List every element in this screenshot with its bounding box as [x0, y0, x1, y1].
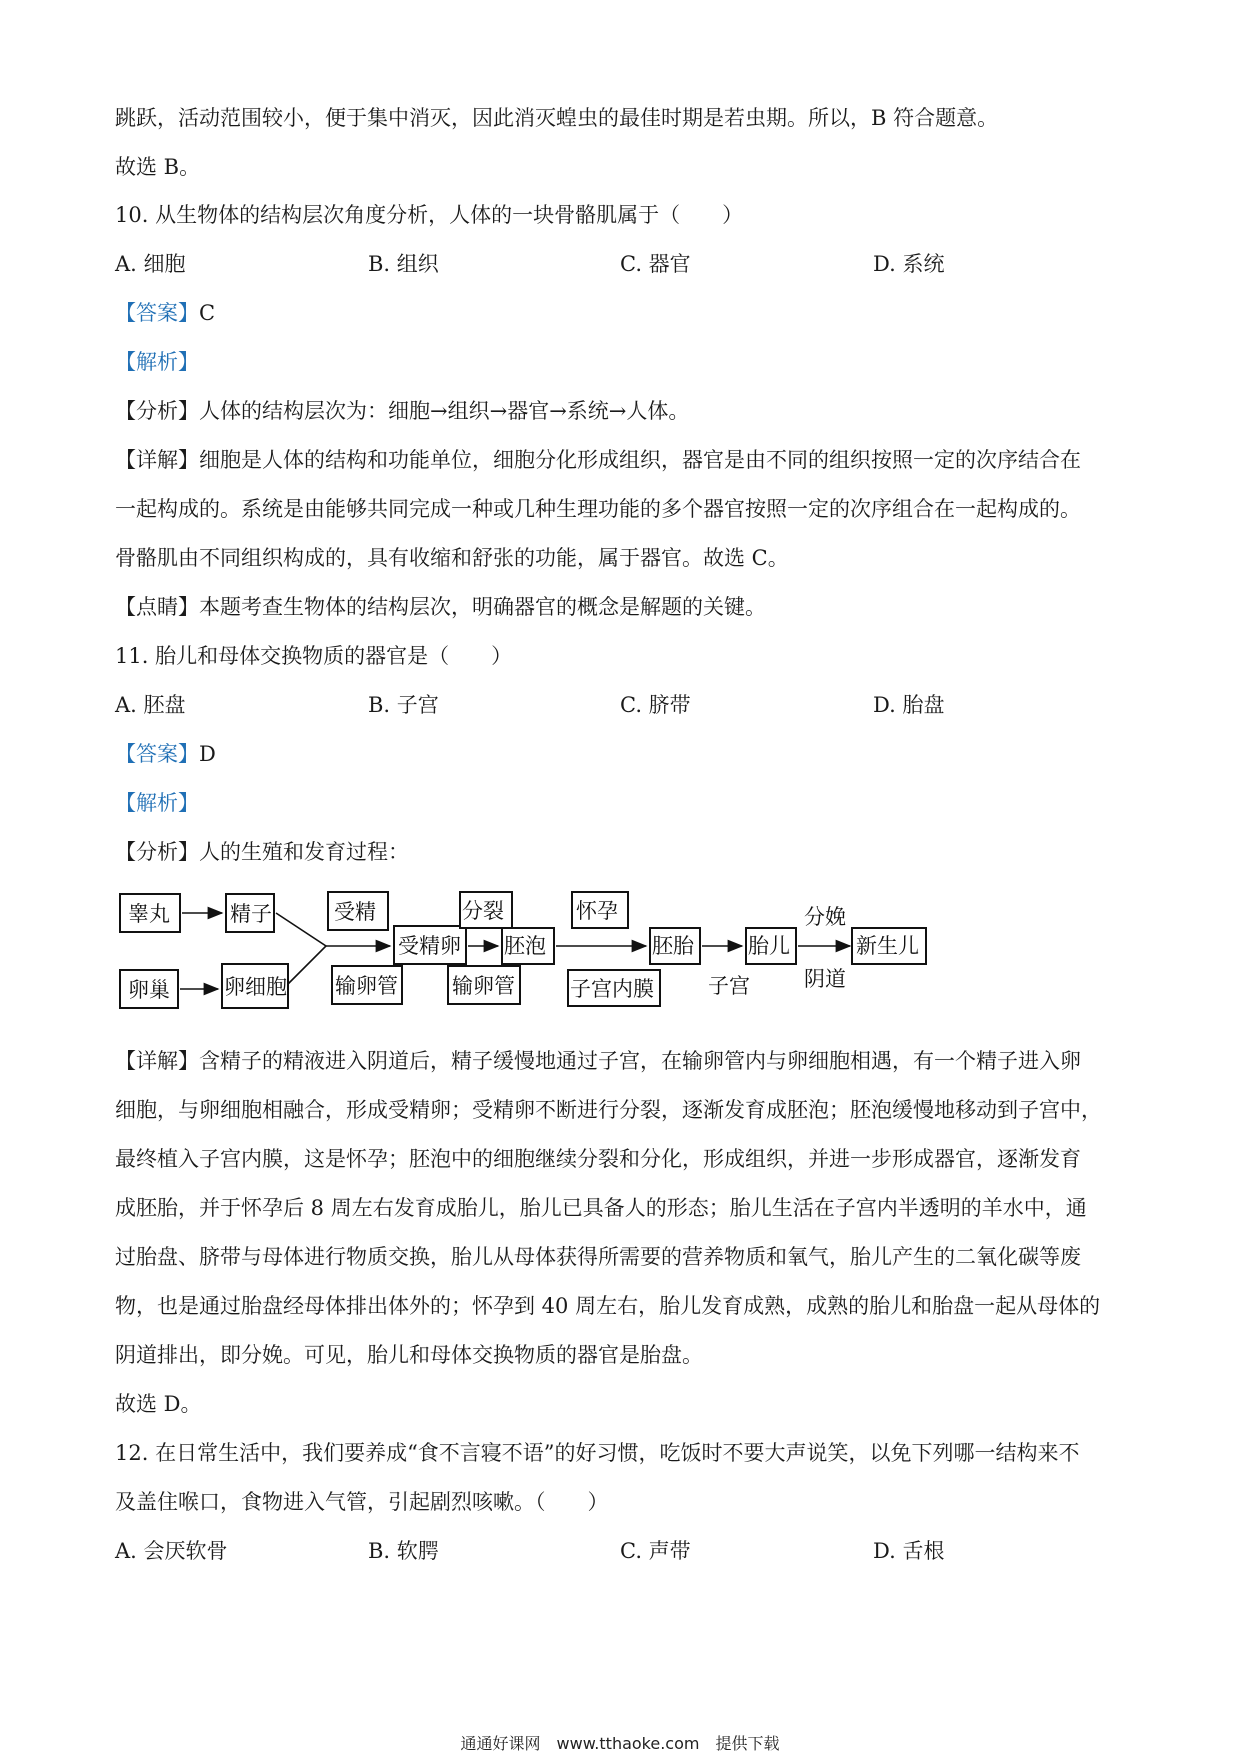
conclusion-line: 故选 D。: [115, 1392, 202, 1416]
question-12-stem: 12. 在日常生活中，我们要养成“食不言寝不语”的好习惯，吃饭时不要大声说笑，以免下列哪一结构来不: [115, 1441, 1080, 1465]
detail-line: 物，也是通过胎盘经母体排出体外的；怀孕到 40 周左右，胎儿发育成熟，成熟的胎儿和胎盘一起从母体的: [115, 1294, 1101, 1318]
option-a: A. 会厌软骨: [115, 1539, 228, 1563]
option-d: D. 舌根: [873, 1539, 945, 1563]
question-11-stem: 11. 胎儿和母体交换物质的器官是（ ）: [115, 644, 513, 668]
option-d: D. 系统: [873, 252, 945, 276]
dianjing-tag: 【点睛】: [115, 595, 199, 619]
comment-line: [115, 592, 766, 622]
dianjing-text: 本题考查生物体的结构层次，明确器官的概念是解题的关键。: [199, 595, 766, 619]
label-sperm: 精子: [230, 902, 272, 926]
label-egg: 卵细胞: [224, 975, 287, 999]
answer-line: [115, 739, 216, 769]
xiangjie-text: 含精子的精液进入阴道后，精子缓慢地通过子宫，在输卵管内与卵细胞相遇，有一个精子进入卵: [199, 1049, 1081, 1073]
label-fertilization: 受精: [334, 900, 376, 924]
label-newborn: 新生儿: [856, 934, 919, 958]
detail-line: 阴道排出，即分娩。可见，胎儿和母体交换物质的器官是胎盘。: [115, 1343, 703, 1367]
answer-tag: 【答案】: [115, 742, 199, 766]
label-zygote: 受精卵: [398, 934, 461, 958]
option-b: B. 子宫: [368, 693, 439, 717]
label-pregnancy: 怀孕: [576, 899, 618, 923]
option-b: B. 组织: [368, 252, 439, 276]
label-uterus: 子宫: [708, 974, 750, 998]
option-c: C. 声带: [620, 1539, 691, 1563]
label-ovary: 卵巢: [128, 978, 170, 1002]
label-delivery: 分娩: [804, 905, 846, 929]
detail-line: 过胎盘、脐带与母体进行物质交换，胎儿从母体获得所需要的营养物质和氧气，胎儿产生的二氧化碳等废: [115, 1245, 1081, 1269]
answer-line: [115, 298, 215, 328]
xiangjie-tag: 【详解】: [115, 448, 199, 472]
paragraph-line: 故选 B。: [115, 155, 201, 179]
option-a: A. 胚盘: [115, 693, 186, 717]
label-blastocyst: 胚泡: [504, 934, 546, 958]
label-oviduct-1: 输卵管: [335, 974, 398, 998]
detail-line: 最终植入子宫内膜，这是怀孕；胚泡中的细胞继续分裂和分化，形成组织，并进一步形成器官，逐渐发育: [115, 1147, 1081, 1171]
label-oviduct-2: 输卵管: [452, 974, 515, 998]
answer-value: C: [199, 301, 216, 325]
fenxi-tag: 【分析】: [115, 399, 199, 423]
label-embryo: 胚胎: [652, 934, 694, 958]
option-b: B. 软腭: [368, 1539, 439, 1563]
page-footer: 通通好课网 www.tthaoke.com 提供下载: [460, 1734, 780, 1753]
option-c: C. 器官: [620, 252, 691, 276]
detail-line: 成胚胎，并于怀孕后 8 周左右发育成胎儿，胎儿已具备人的形态；胎儿生活在子宫内半透明的羊水中，通: [115, 1196, 1087, 1220]
label-fetus: 胎儿: [748, 934, 790, 958]
fenxi-tag: 【分析】: [115, 840, 199, 864]
question-12-stem: 及盖住喉口，食物进入气管，引起剧烈咳嗽。（ ）: [115, 1490, 609, 1514]
label-testis: 睾丸: [128, 902, 170, 926]
label-division: 分裂: [462, 899, 504, 923]
answer-value: D: [199, 742, 216, 766]
detail-line: 骨骼肌由不同组织构成的，具有收缩和舒张的功能，属于器官。故选 C。: [115, 546, 789, 570]
detail-line: 细胞，与卵细胞相融合，形成受精卵；受精卵不断进行分裂，逐渐发育成胚泡；胚泡缓慢地移动到子宫中，: [115, 1098, 1102, 1122]
jiexi-tag: 【解析】: [115, 791, 199, 815]
label-endometrium: 子宫内膜: [570, 977, 654, 1001]
xiangjie-text: 细胞是人体的结构和功能单位，细胞分化形成组织，器官是由不同的组织按照一定的次序结合在: [199, 448, 1081, 472]
paragraph-line: 跳跃，活动范围较小，便于集中消灭，因此消灭蝗虫的最佳时期是若虫期。所以，B 符合题意。: [115, 106, 999, 130]
detail-line: [115, 1046, 1081, 1076]
answer-tag: 【答案】: [115, 301, 199, 325]
fenxi-text: 人的生殖和发育过程：: [199, 840, 409, 864]
reproduction-flow-diagram: [118, 888, 1118, 1028]
fenxi-text: 人体的结构层次为：细胞→组织→器官→系统→人体。: [199, 399, 690, 423]
option-d: D. 胎盘: [873, 693, 945, 717]
option-c: C. 脐带: [620, 693, 691, 717]
question-10-stem: 10. 从生物体的结构层次角度分析，人体的一块骨骼肌属于（ ）: [115, 203, 744, 227]
detail-line: 一起构成的。系统是由能够共同完成一种或几种生理功能的多个器官按照一定的次序组合在一起构成的。: [115, 497, 1081, 521]
analysis-line: [115, 396, 689, 426]
detail-line: [115, 445, 1081, 475]
label-vagina: 阴道: [804, 967, 846, 991]
jiexi-tag: 【解析】: [115, 350, 199, 374]
option-a: A. 细胞: [115, 252, 186, 276]
xiangjie-tag: 【详解】: [115, 1049, 199, 1073]
analysis-line: [115, 837, 409, 867]
